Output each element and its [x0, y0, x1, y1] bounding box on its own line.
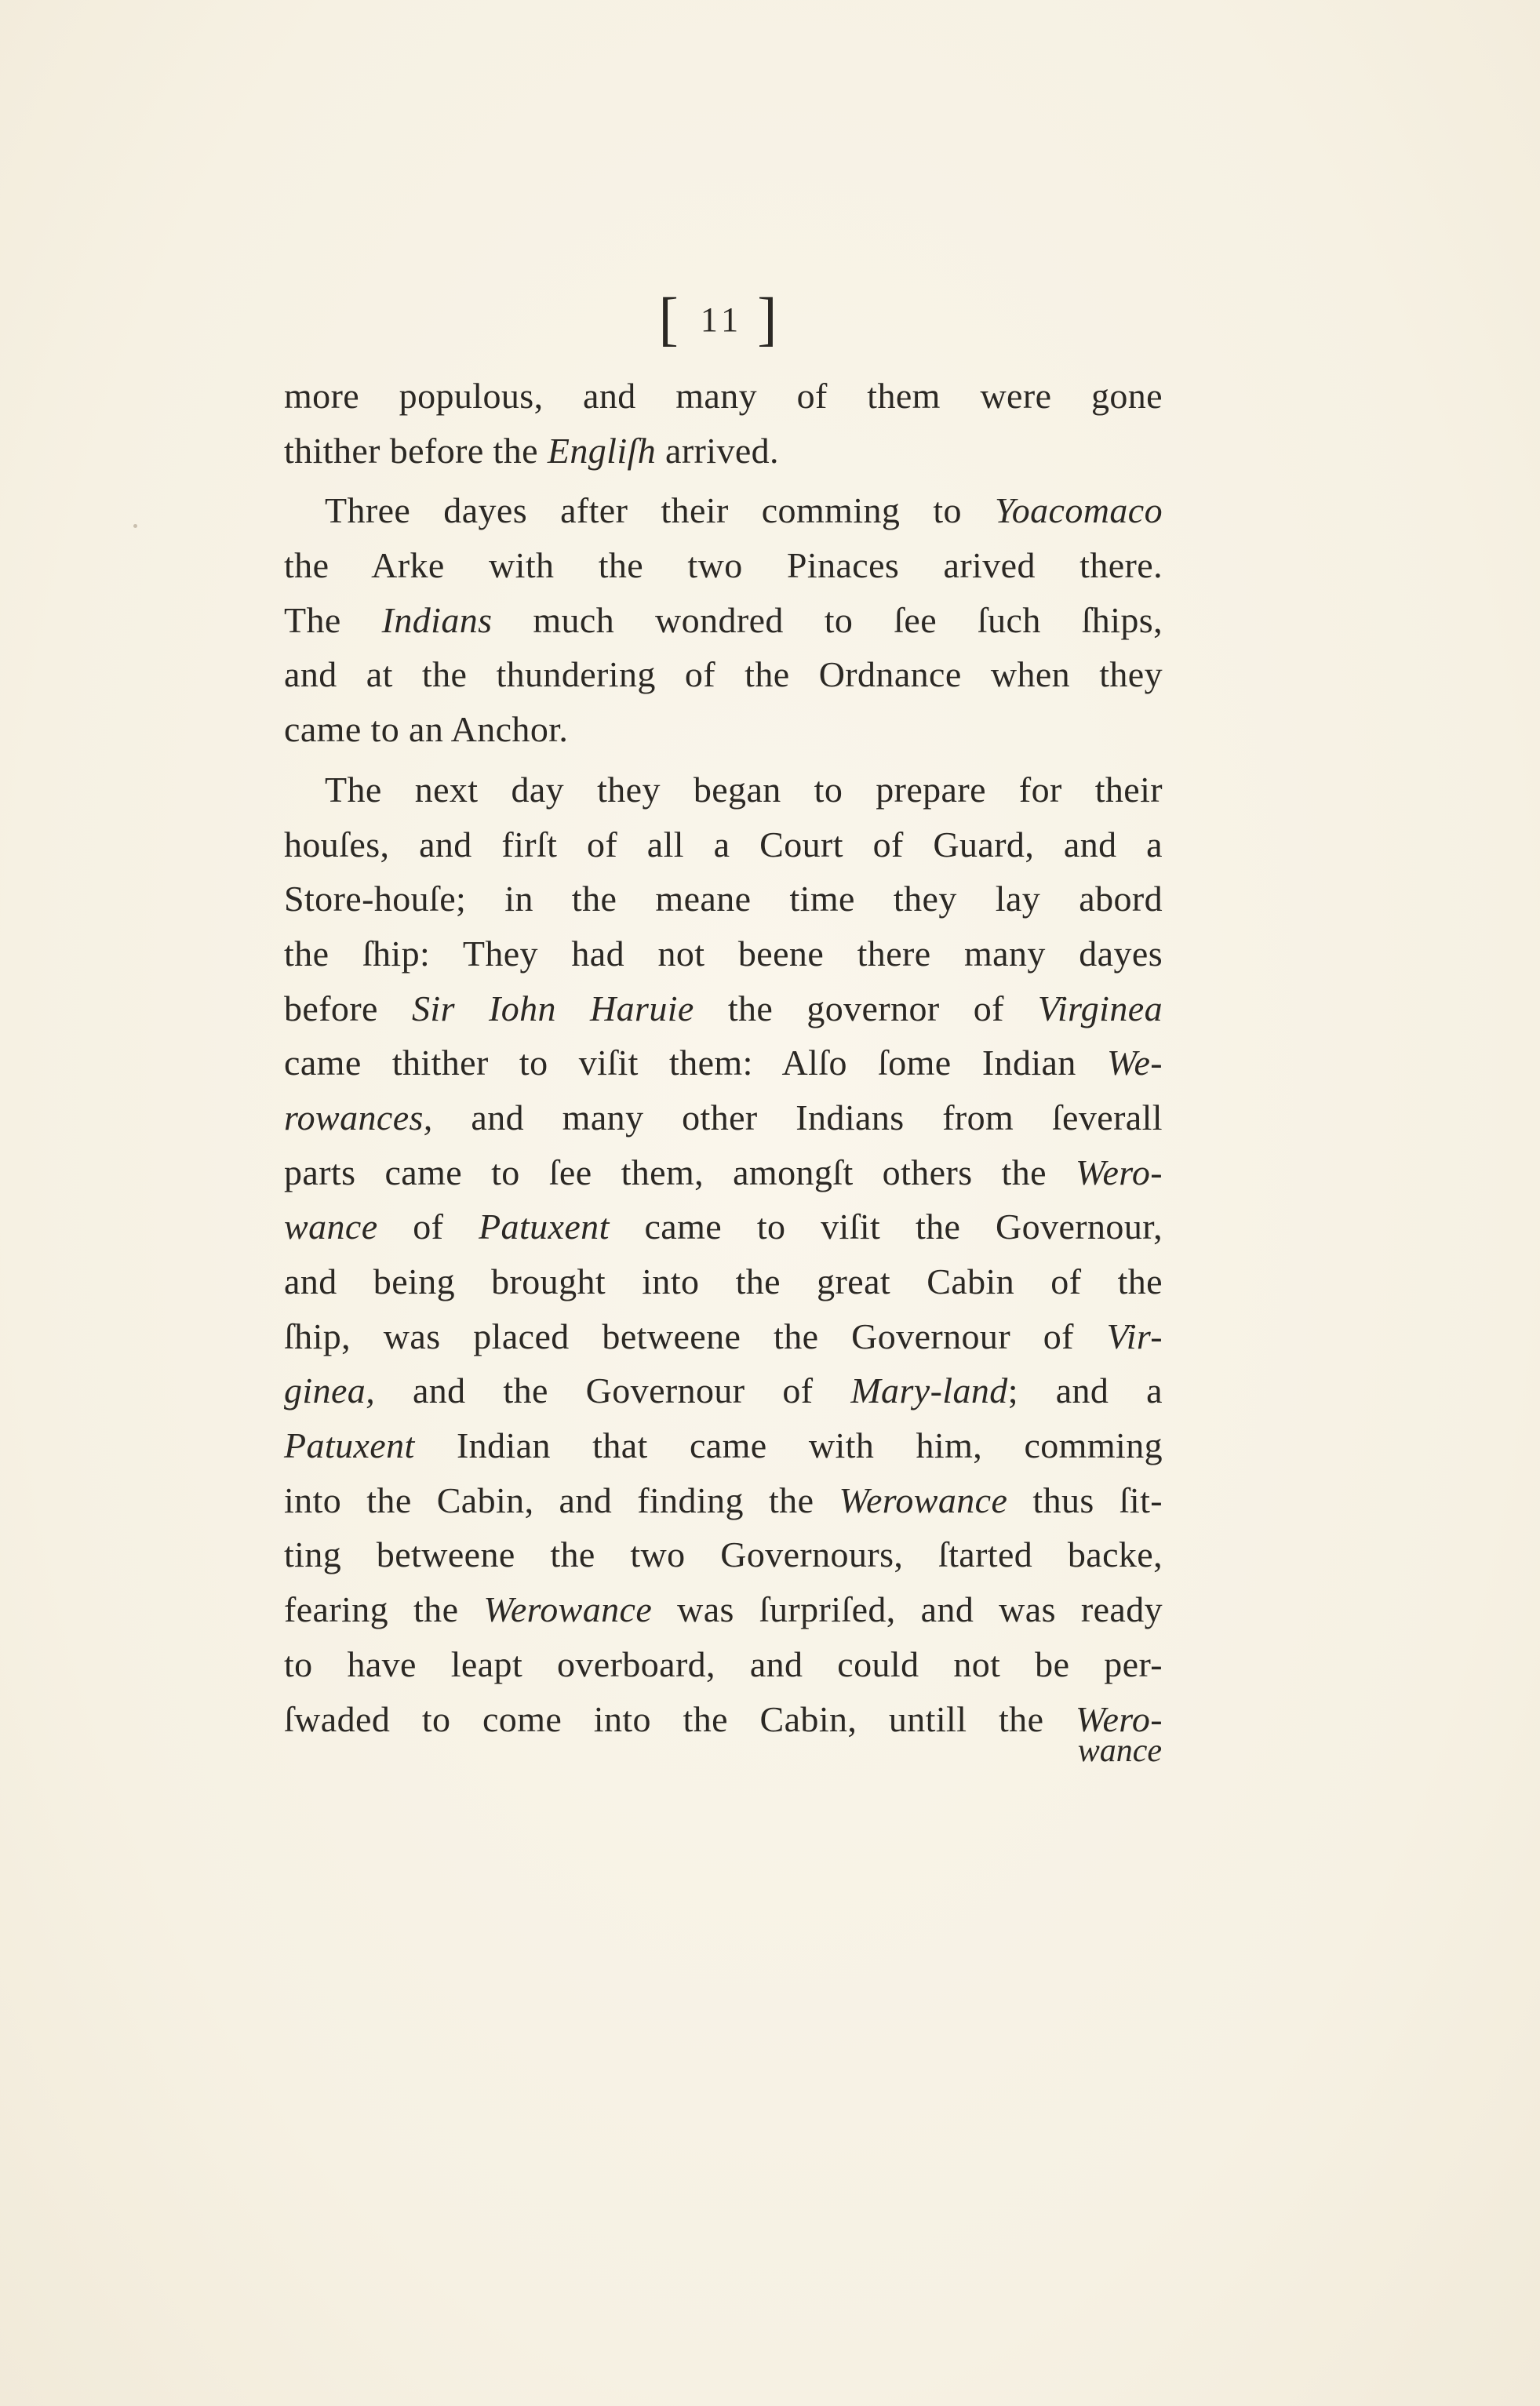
text-line — [284, 1254, 1163, 1309]
text-segment: was ſurpriſed, and was ready — [652, 1589, 1163, 1630]
text-segment: into the Cabin, and finding the — [284, 1480, 839, 1520]
text-segment: came to an Anchor. — [284, 709, 569, 750]
text-line — [284, 369, 1163, 424]
italic-text: Sir Iohn Haruie — [411, 988, 694, 1028]
text-line — [284, 1637, 1163, 1692]
page-number — [643, 284, 800, 363]
italic-text: Indians — [381, 599, 493, 640]
text-segment: Store-houſe; in the meane time they lay abord — [284, 879, 1163, 919]
italic-text: Wero- — [1075, 1698, 1163, 1739]
text-segment: came to viſit the Governour, — [609, 1207, 1163, 1247]
italic-text: Patuxent — [479, 1207, 610, 1247]
italic-text: Virginea — [1037, 988, 1163, 1028]
italic-text: Werowance — [839, 1480, 1008, 1520]
text-line — [284, 483, 1163, 538]
italic-text: Werowance — [483, 1589, 653, 1630]
text-line — [284, 763, 1163, 817]
text-segment: ting betweene the two Governours, ſtarted backe, — [284, 1534, 1163, 1575]
text-segment: and being brought into the great Cabin of the — [284, 1261, 1163, 1301]
italic-text: Mary-land — [850, 1370, 1008, 1411]
text-segment: came thither to viſit them: Alſo ſome Indian — [284, 1043, 1107, 1083]
text-line — [284, 1692, 1163, 1747]
text-segment: ſhip, was placed betweene the Governour of — [284, 1316, 1107, 1356]
text-segment: ; and a — [1007, 1370, 1163, 1411]
folio-number: 11 — [700, 300, 744, 339]
text-segment: the ſhip: They had not beene there many dayes — [284, 933, 1163, 974]
text-segment: more populous, and many of them were gone — [284, 376, 1163, 416]
italic-text: Yoacomaco — [994, 490, 1163, 531]
paper-speck — [133, 524, 137, 528]
italic-text: Wero- — [1075, 1152, 1163, 1192]
text-segment: arrived. — [656, 430, 779, 471]
catchword: wance — [1077, 1733, 1162, 1769]
folio-open-bracket: [ — [658, 286, 686, 352]
text-line — [284, 1309, 1163, 1364]
text-segment: ſwaded to come into the Cabin, untill the — [284, 1698, 1076, 1739]
text-segment: thither before the — [284, 430, 548, 471]
text-line — [284, 1363, 1163, 1418]
text-segment: the governor of — [694, 988, 1038, 1028]
text-line — [284, 1527, 1163, 1582]
text-line — [284, 538, 1163, 593]
text-segment: and many other Indians from ſeverall — [432, 1097, 1163, 1137]
italic-text: We- — [1106, 1043, 1163, 1083]
text-line — [284, 926, 1163, 981]
text-segment: and at the thundering of the Ordnance when they — [284, 654, 1163, 695]
italic-text: ginea, — [284, 1370, 376, 1411]
text-line — [284, 981, 1163, 1036]
italic-text: Vir- — [1106, 1316, 1163, 1356]
italic-text: wance — [284, 1207, 378, 1247]
text-line — [284, 817, 1163, 872]
text-segment: The — [284, 599, 382, 640]
text-line — [284, 1199, 1163, 1254]
text-line — [284, 1145, 1163, 1200]
text-line — [284, 1418, 1163, 1473]
text-line — [284, 872, 1163, 926]
body-text — [284, 369, 1163, 1746]
paragraph-gap — [284, 478, 1163, 483]
text-line — [284, 702, 1163, 757]
text-segment: of — [377, 1207, 479, 1247]
text-segment: before — [284, 988, 412, 1028]
text-segment: houſes, and firſt of all a Court of Guard, and a — [284, 824, 1163, 864]
text-segment: to have leapt overboard, and could not be per- — [284, 1643, 1163, 1684]
text-segment: parts came to ſee them, amongſt others the — [284, 1152, 1076, 1192]
text-line — [284, 647, 1163, 702]
text-segment: the Arke with the two Pinaces arived there. — [284, 545, 1163, 586]
text-segment: fearing the — [284, 1589, 484, 1630]
paragraph-gap — [284, 757, 1163, 763]
text-segment: much wondred to ſee ſuch ſhips, — [492, 599, 1163, 640]
italic-text: Engliſh — [547, 430, 657, 471]
text-segment: thus ſit- — [1007, 1480, 1163, 1520]
text-line — [284, 1036, 1163, 1090]
text-segment: and the Governour of — [375, 1370, 851, 1411]
text-segment: The next day they began to prepare for their — [325, 769, 1163, 810]
italic-text: rowances, — [284, 1097, 433, 1137]
italic-text: Patuxent — [284, 1425, 415, 1466]
folio-close-bracket: ] — [757, 286, 785, 352]
text-segment: Three dayes after their comming to — [325, 490, 995, 531]
text-line — [284, 1473, 1163, 1528]
text-line — [284, 1090, 1163, 1145]
text-line — [284, 593, 1163, 648]
text-segment: Indian that came with him, comming — [414, 1425, 1163, 1466]
text-line — [284, 424, 1163, 479]
text-line — [284, 1582, 1163, 1637]
